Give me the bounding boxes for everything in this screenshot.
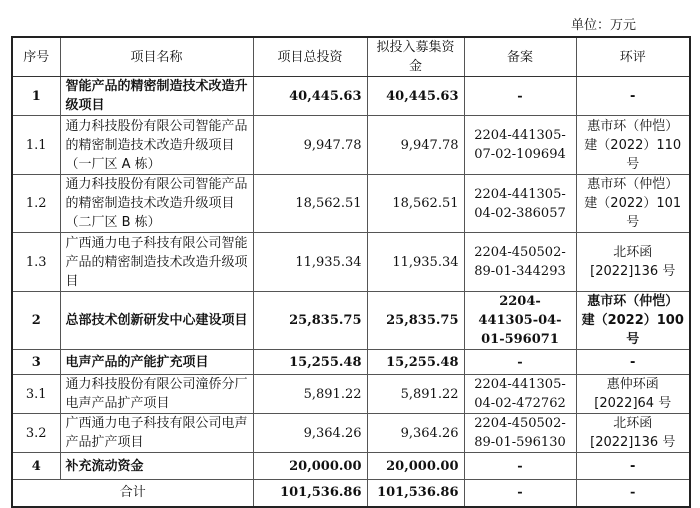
header-raised-funds: 拟投入募集资金 — [367, 37, 464, 77]
row-total-investment: 20,000.00 — [253, 453, 367, 480]
row-eia: 惠市环（仲恺）建（2022）101 号 — [576, 175, 690, 233]
row-project-name: 广西通力电子科技有限公司智能产品的精密制造技术改造升级项目 — [60, 233, 253, 292]
total-eia: - — [576, 480, 690, 507]
row-project-name: 通力科技股份有限公司潼侨分厂电声产品扩产项目 — [60, 375, 253, 414]
row-project-name: 总部技术创新研发中心建设项目 — [60, 292, 253, 350]
row-eia: 惠市环（仲恺）建（2022）110 号 — [576, 116, 690, 175]
row-raised-funds: 15,255.48 — [367, 350, 464, 375]
row-seq: 2 — [12, 292, 60, 350]
row-seq: 1 — [12, 77, 60, 116]
row-eia: - — [576, 453, 690, 480]
row-filing: - — [464, 350, 576, 375]
row-eia: 惠市环（仲恺）建（2022）100 号 — [576, 292, 690, 350]
row-filing: - — [464, 77, 576, 116]
unit-label: 单位：万元 — [570, 18, 636, 33]
row-raised-funds: 11,935.34 — [367, 233, 464, 292]
row-raised-funds: 18,562.51 — [367, 175, 464, 233]
row-filing: 2204-450502-89-01-344293 — [464, 233, 576, 292]
row-filing: 2204-441305-04-02-386057 — [464, 175, 576, 233]
table-row — [12, 77, 690, 116]
table-row — [12, 175, 690, 233]
row-total-investment: 40,445.63 — [253, 77, 367, 116]
total-row — [12, 480, 690, 507]
row-total-investment: 9,947.78 — [253, 116, 367, 175]
total-label: 合计 — [12, 480, 253, 507]
row-eia: - — [576, 350, 690, 375]
row-seq: 1.1 — [12, 116, 60, 175]
row-filing: 2204-441305-04-02-472762 — [464, 375, 576, 414]
row-project-name: 补充流动资金 — [60, 453, 253, 480]
header-filing: 备案 — [464, 37, 576, 77]
row-filing: 2204-441305-07-02-109694 — [464, 116, 576, 175]
table-row — [12, 375, 690, 414]
row-seq: 3.1 — [12, 375, 60, 414]
row-total-investment: 15,255.48 — [253, 350, 367, 375]
row-total-investment: 11,935.34 — [253, 233, 367, 292]
row-project-name: 广西通力电子科技有限公司电声产品扩产项目 — [60, 414, 253, 453]
row-raised-funds: 25,835.75 — [367, 292, 464, 350]
row-seq: 1.2 — [12, 175, 60, 233]
row-seq: 3 — [12, 350, 60, 375]
row-project-name: 通力科技股份有限公司智能产品的精密制造技术改造升级项目（一厂区 A 栋） — [60, 116, 253, 175]
row-project-name: 电声产品的产能扩充项目 — [60, 350, 253, 375]
table-row — [12, 292, 690, 350]
table-row — [12, 453, 690, 480]
row-seq: 3.2 — [12, 414, 60, 453]
row-filing: 2204-441305-04-01-596071 — [464, 292, 576, 350]
table-row — [12, 116, 690, 175]
row-project-name: 智能产品的精密制造技术改造升级项目 — [60, 77, 253, 116]
header-project-name: 项目名称 — [60, 37, 253, 77]
row-raised-funds: 5,891.22 — [367, 375, 464, 414]
row-seq: 4 — [12, 453, 60, 480]
header-total-investment: 项目总投资 — [253, 37, 367, 77]
row-seq: 1.3 — [12, 233, 60, 292]
row-total-investment: 5,891.22 — [253, 375, 367, 414]
header-eia: 环评 — [576, 37, 690, 77]
row-eia: 惠仲环函[2022]64 号 — [576, 375, 690, 414]
total-raised-funds-sum: 101,536.86 — [367, 480, 464, 507]
total-filing: - — [464, 480, 576, 507]
table-row — [12, 414, 690, 453]
row-filing: - — [464, 453, 576, 480]
row-filing: 2204-450502-89-01-596130 — [464, 414, 576, 453]
header-seq: 序号 — [12, 37, 60, 77]
row-total-investment: 18,562.51 — [253, 175, 367, 233]
total-investment-sum: 101,536.86 — [253, 480, 367, 507]
table-header-row — [12, 37, 690, 77]
row-raised-funds: 20,000.00 — [367, 453, 464, 480]
row-raised-funds: 9,947.78 — [367, 116, 464, 175]
row-total-investment: 9,364.26 — [253, 414, 367, 453]
row-eia: 北环函[2022]136 号 — [576, 233, 690, 292]
row-project-name: 通力科技股份有限公司智能产品的精密制造技术改造升级项目（二厂区 B 栋） — [60, 175, 253, 233]
row-raised-funds: 40,445.63 — [367, 77, 464, 116]
row-raised-funds: 9,364.26 — [367, 414, 464, 453]
table-row — [12, 233, 690, 292]
investment-projects-table — [11, 36, 691, 508]
table-row — [12, 350, 690, 375]
row-eia: - — [576, 77, 690, 116]
row-total-investment: 25,835.75 — [253, 292, 367, 350]
row-eia: 北环函[2022]136 号 — [576, 414, 690, 453]
